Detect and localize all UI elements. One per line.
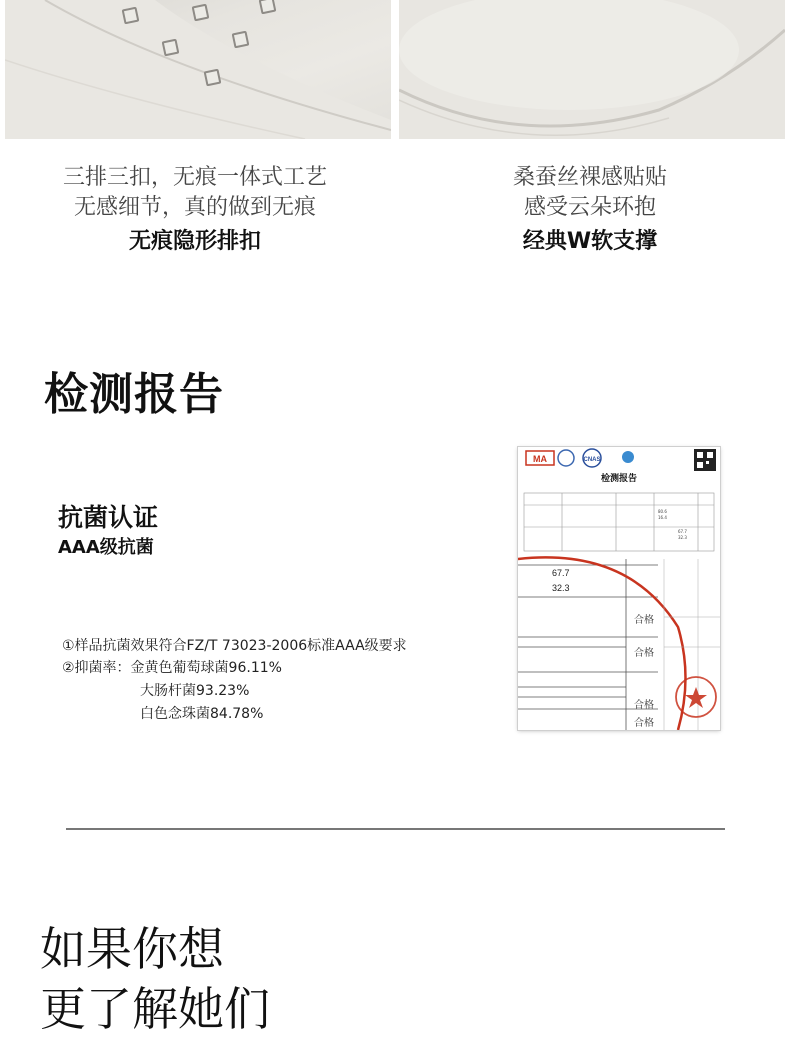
cma-logo xyxy=(526,451,554,465)
seal-logo-icon xyxy=(622,451,634,463)
report-value: 67.7 xyxy=(552,568,570,578)
official-stamp-icon xyxy=(676,677,716,717)
bottom-heading-line-1: 如果你想 xyxy=(40,922,224,976)
hook-icon xyxy=(192,4,210,22)
feature-line: 无感细节，真的做到无痕 xyxy=(73,195,316,220)
section-divider xyxy=(66,828,725,830)
certification-note: ②抑菌率：金黄色葡萄球菌96.11% xyxy=(62,660,282,676)
hook-icon xyxy=(232,31,250,49)
report-small-value: 32.3 xyxy=(678,535,687,540)
ilac-logo-icon xyxy=(558,450,574,466)
certification-subtitle: AAA级抗菌 xyxy=(58,537,154,558)
feature-line: 三排三扣，无痕一体式工艺 xyxy=(62,165,327,190)
report-table-small xyxy=(524,493,714,551)
cnas-logo-text: CNAS xyxy=(583,457,601,463)
feature-line: 感受云朵环抱 xyxy=(523,195,656,220)
test-report-graphic xyxy=(518,447,720,730)
result-label: 合格 xyxy=(634,615,654,626)
certification-title: 抗菌认证 xyxy=(58,503,159,532)
certification-note: 白色念珠菌84.78% xyxy=(140,706,264,722)
feature-title: 无痕隐形排扣 xyxy=(128,229,261,254)
result-label: 合格 xyxy=(634,718,654,729)
result-label: 合格 xyxy=(634,700,654,711)
feature-line: 桑蚕丝裸感贴贴 xyxy=(512,165,667,190)
feature-caption-right xyxy=(395,163,785,257)
report-heading: 检测报告 xyxy=(600,474,638,484)
cup-graphic xyxy=(399,0,785,139)
result-label: 合格 xyxy=(634,648,654,659)
report-small-value: 16.4 xyxy=(658,515,667,520)
fabric-band-graphic xyxy=(5,0,391,139)
hook-icon xyxy=(204,69,222,87)
feature-caption-left xyxy=(0,163,390,257)
report-value: 32.3 xyxy=(552,583,570,593)
hook-icon xyxy=(162,39,180,57)
certification-note: 大肠杆菌93.23% xyxy=(140,683,250,699)
report-small-value: 80.6 xyxy=(658,509,667,514)
feature-title: 经典W软支撑 xyxy=(522,229,658,254)
cma-logo-text: MA xyxy=(533,454,547,464)
test-report-document xyxy=(518,447,720,730)
section-title: 检测报告 xyxy=(44,369,224,420)
report-zoom-lens xyxy=(518,557,686,730)
hook-closure-photo xyxy=(5,0,391,139)
cup-support-photo xyxy=(399,0,785,139)
report-small-value: 67.7 xyxy=(678,529,687,534)
bottom-heading-line-2: 更了解她们 xyxy=(40,982,270,1036)
cnas-logo xyxy=(583,449,601,467)
certification-note: ①样品抗菌效果符合FZ/T 73023-2006标准AAA级要求 xyxy=(62,638,407,654)
hook-icon xyxy=(122,7,140,25)
